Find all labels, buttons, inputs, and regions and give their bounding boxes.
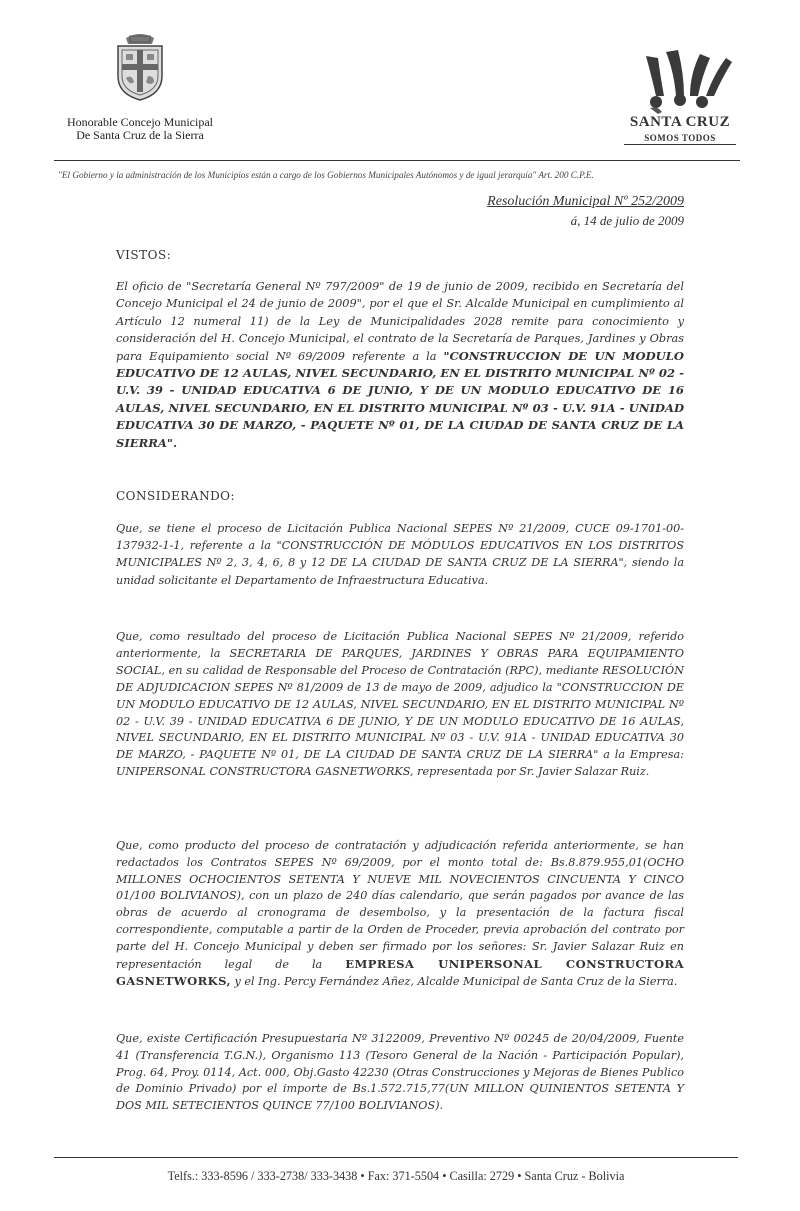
considerando-3-text: Que, como producto del proceso de contratación y adjudicación referida anteriormente, se han redactados los Contratos SEPES Nº 69/2009, por el monto total de: Bs.8.879.955,01(OCHO MILLONES OCHOCIENTOS SETENTA Y NUEVE MIL NOVECIENTOS CINCUENTA Y CINCO 01/100 BOLIVIANOS), con un plazo de 240 días calendario, que serán pagados por avance de las obras de acuerdo al cronograma de desembolso, y la presentación de la factura fiscal correspondiente, computable a partir de la Orden de Proceder, previa aprobación del contrato por parte del H. Concejo Municipal y deben ser firmado por los señores: Sr. Javier Salazar Ruiz en representación legal de la: [116, 839, 684, 971]
council-name-line1: Honorable Concejo Municipal: [67, 115, 213, 129]
header-divider: [54, 160, 740, 161]
vistos-heading: VISTOS:: [116, 248, 172, 262]
constitutional-motto: "El Gobierno y la administración de los Municipios están a cargo de los Gobiernos Municipales Autónomos y de igual jerarquía" Art. 200 C.P.E.: [58, 170, 594, 180]
resolution-title: Resolución Municipal Nº 252/2009: [487, 194, 684, 209]
considerando-paragraph-1: Que, se tiene el proceso de Licitación Publica Nacional SEPES Nº 21/2009, CUCE 09-1701-00-137932-1-1, referente a la "CONSTRUCCIÓN DE MÓDULOS EDUCATIVOS EN LOS DISTRITOS MUNICIPALES Nº 2, 3, 4, 6, 8 y 12 DE LA CIUDAD DE SANTA CRUZ DE LA SIERRA", siendo la unidad solicitante el Departamento de Infraestructura Educativa.: [116, 522, 684, 587]
contractor-name: EMPRESA UNIPERSONAL CONSTRUCTORA GASNETWORKS,: [116, 956, 684, 989]
vistos-paragraph: [116, 278, 684, 452]
considerando-heading: CONSIDERANDO:: [116, 489, 236, 503]
council-name: [40, 116, 240, 142]
footer-contact: Telfs.: 333-8596 / 333-2738/ 333-3438 • Fax: 371-5504 • Casilla: 2729 • Santa Cruz - Bolivia: [167, 1169, 625, 1183]
footer-divider: [54, 1157, 738, 1158]
brand-title: SANTA CRUZ: [629, 114, 731, 130]
brand-subtitle: SOMOS TODOS: [624, 133, 736, 145]
municipal-crest-icon: [112, 32, 168, 102]
resolution-date: á, 14 de julio de 2009: [570, 213, 684, 228]
considerando-paragraph-2: Que, como resultado del proceso de Licitación Publica Nacional SEPES Nº 21/2009, referido anteriormente, la SECRETARIA DE PARQUES, JARDINES Y OBRAS PARA EQUIPAMIENTO SOCIAL, en su calidad de Responsable del Proceso de Contratación (RPC), mediante RESOLUCIÓN DE ADJUDICACION SEPES Nº 81/2009 de 13 de mayo de 2009, adjudico la "CONSTRUCCION DE UN MODULO EDUCATIVO DE 12 AULAS, NIVEL SECUNDARIO, EN EL DISTRITO MUNICIPAL Nº 02 - U.V. 39 - UNIDAD EDUCATIVA 6 DE JUNIO, Y DE UN MODULO EDUCATIVO DE 16 AULAS, NIVEL SECUNDARIO, EN EL DISTRITO MUNICIPAL Nº 03 - U.V. 91A - UNIDAD EDUCATIVA 30 DE MARZO, - PAQUETE Nº 01, DE LA CIUDAD DE SANTA CRUZ DE LA SIERRA" a la Empresa: UNIPERSONAL CONSTRUCTORA GASNETWORKS, representada por Sr. Javier Salazar Ruiz.: [116, 630, 684, 779]
vistos-text: El oficio de "Secretaría General Nº 797/2009" de 19 de junio de 2009, recibido en Secretaría del Concejo Municipal el 24 de junio de 2009", por el que el Sr. Alcalde Municipal en cumplimiento al Artículo 12 numeral 11) de la Ley de Municipalidades 2028 remite para conocimiento y consideración del H. Concejo Municipal, el contrato de la Secretaría de Parques, Jardines y Obras para Equipamiento social Nº 69/2009 referente a la: [116, 280, 684, 363]
considerando-3-closing: y el Ing. Percy Fernández Añez, Alcalde Municipal de Santa Cruz de la Sierra.: [234, 975, 678, 989]
considerando-paragraph-4: Que, existe Certificación Presupuestaria Nº 3122009, Preventivo Nº 00245 de 20/04/2009, Fuente 41 (Transferencia T.G.N.), Organismo 113 (Tesoro General de la Nación - Participación Popular), Prog. 64, Proy. 0114, Act. 000, Obj.Gasto 42230 (Otras Construcciones y Mejoras de Bienes Publico de Dominio Privado) por el importe de Bs.1.572.715,77(UN MILLON QUINIENTOS SETENTA Y DOS MIL SETECIENTOS QUINCE 77/100 BOLIVIANOS).: [116, 1032, 684, 1113]
considerando-paragraph-3: [116, 838, 684, 991]
council-name-line2: De Santa Cruz de la Sierra: [76, 128, 204, 142]
vistos-project-title: "CONSTRUCCION DE UN MODULO EDUCATIVO DE 12 AULAS, NIVEL SECUNDARIO, EN EL DISTRITO MUNICIPAL Nº 02 - U.V. 39 - UNIDAD EDUCATIVA 6 DE JUNIO, Y DE UN MODULO EDUCATIVO DE 16 AULAS, NIVEL SECUNDARIO, EN EL DISTRITO MUNICIPAL Nº 03 - U.V. 91A - UNIDAD EDUCATIVA 30 DE MARZO, - PAQUETE Nº 01, DE LA CIUDAD DE SANTA CRUZ DE LA SIERRA".: [116, 348, 685, 450]
